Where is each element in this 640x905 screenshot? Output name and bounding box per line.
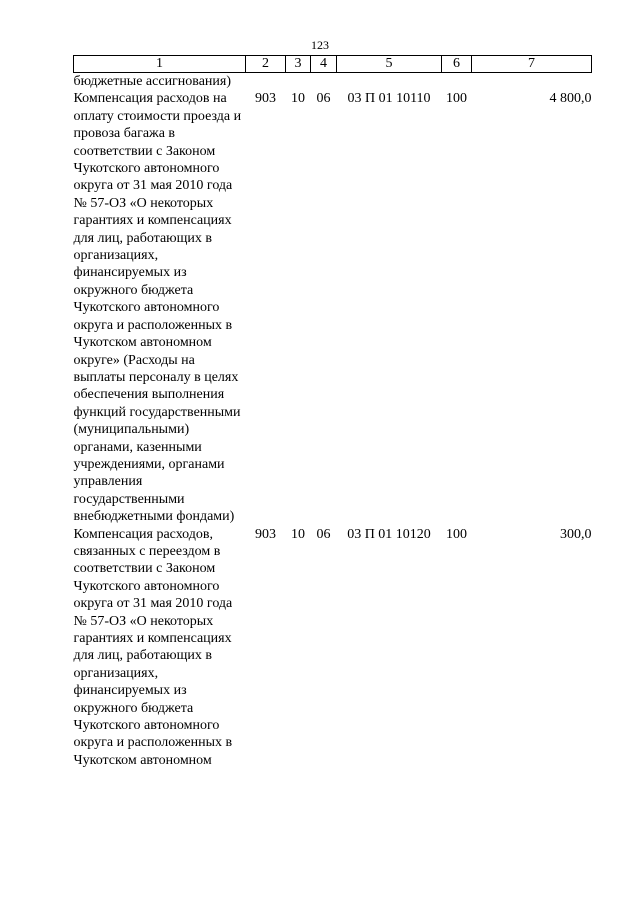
column-header-5: 5	[337, 56, 442, 73]
row-section-code	[286, 73, 311, 91]
row-expense-type	[442, 73, 472, 91]
column-header-4: 4	[311, 56, 337, 73]
row-amount: 300,0	[560, 526, 592, 542]
row-name: Компенсация расходов на оплату стоимости проезда и провоза багажа в соответствии с Законом Чукотского автономного округа от 31 мая 2010 года № 57-ОЗ «О некоторых гарантиях и компенсациях для лиц, работающих в организациях, финансируемых из окружного бюджета Чукотского автономного округа и расположенных в Чукотском автономном округе» (Расходы на выплаты персоналу в целях обеспечения выполнения функций государственными (муниципальными) органами, казенными учреждениями, органами управления государственными внебюджетными фондами)	[73, 91, 242, 525]
row-target-code: 03 П 01 10110	[347, 91, 431, 107]
row-amount	[472, 73, 592, 91]
page-number: 123	[311, 38, 329, 52]
row-expense-type: 100	[446, 91, 467, 107]
row-section-code: 10	[291, 526, 305, 542]
row-section-code: 10	[291, 91, 305, 107]
table-header-row	[74, 56, 592, 73]
row-ministry-code: 903	[255, 526, 276, 542]
row-subsection-code: 06	[316, 91, 331, 107]
row-name: Компенсация расходов, связанных с переездом в соответствии с Законом Чукотского автономного округа от 31 мая 2010 года № 57-ОЗ «О некоторых гарантиях и компенсациях для лиц, работающих в организациях, финансируемых из окружного бюджета Чукотского автономного округа и расположенных в Чукотском автономном	[73, 526, 233, 768]
row-ministry-code: 903	[255, 91, 276, 107]
column-header-6: 6	[442, 56, 472, 73]
column-header-3: 3	[286, 56, 311, 73]
table-row	[74, 90, 592, 525]
row-name: бюджетные ассигнования)	[73, 74, 232, 89]
budget-table	[73, 55, 592, 769]
row-expense-type: 100	[446, 526, 467, 542]
column-header-2: 2	[246, 56, 286, 73]
table-row	[74, 73, 592, 91]
row-target-code	[337, 73, 442, 91]
row-target-code: 03 П 01 10120	[347, 526, 431, 542]
column-header-7: 7	[472, 56, 592, 73]
table-row	[74, 526, 592, 770]
row-amount: 4 800,0	[549, 91, 592, 107]
row-subsection-code	[311, 73, 337, 91]
row-ministry-code	[246, 73, 286, 91]
row-subsection-code: 06	[316, 526, 331, 542]
column-header-1: 1	[74, 56, 246, 73]
